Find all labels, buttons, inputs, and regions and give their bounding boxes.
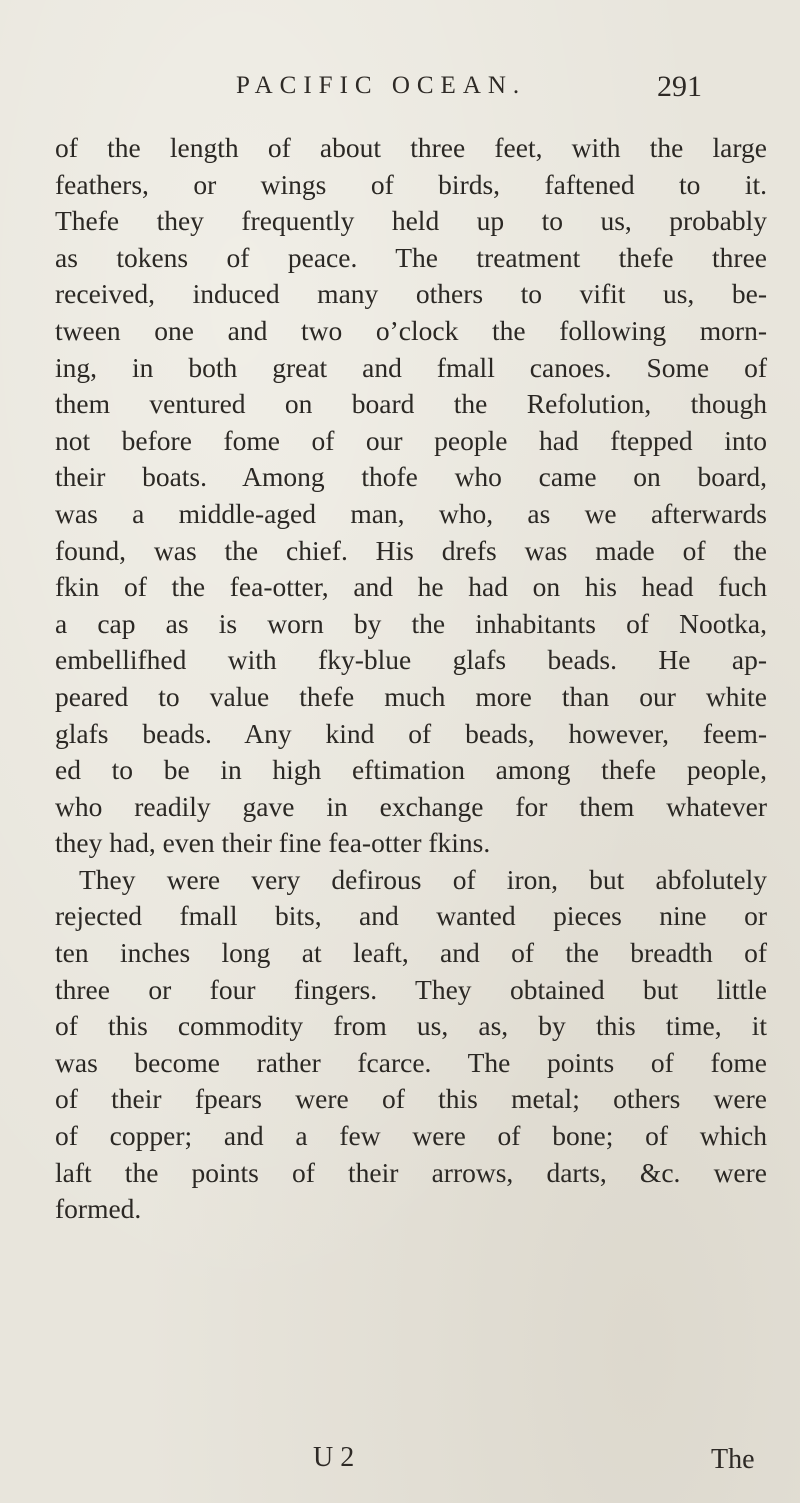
text-line: who readily gave in exchange for them whatever <box>55 790 767 822</box>
text-line: tween one and two o’clock the following morn- <box>55 314 767 346</box>
text-line: was a middle-aged man, who, as we afterwards <box>55 497 767 529</box>
text-line: They were very defirous of iron, but abfolutely <box>79 863 767 895</box>
text-line: feathers, or wings of birds, faftened to it. <box>55 168 767 200</box>
text-line: laft the points of their arrows, darts, &c. were <box>55 1156 767 1188</box>
page-header <box>0 72 800 112</box>
text-line: ed to be in high eftimation among thefe people, <box>55 754 767 786</box>
text-line: as tokens of peace. The treatment thefe three <box>55 241 767 273</box>
text-line: ing, in both great and fmall canoes. Some of <box>55 351 767 383</box>
signature-mark: U 2 <box>313 1442 355 1473</box>
text-line: their boats. Among thofe who came on board, <box>55 461 767 493</box>
text-line: embellifhed with fky-blue glafs beads. He ap- <box>55 644 767 676</box>
text-line: not before fome of our people had ftepped into <box>55 424 767 456</box>
text-line: was become rather fcarce. The points of fome <box>55 1046 767 1078</box>
text-line: fkin of the fea-otter, and he had on his head fuch <box>55 571 767 603</box>
text-line: Thefe they frequently held up to us, probably <box>55 205 767 237</box>
text-line: peared to value thefe much more than our white <box>55 680 767 712</box>
text-line: a cap as is worn by the inhabitants of Nootka, <box>55 607 767 639</box>
text-line: rejected fmall bits, and wanted pieces nine or <box>55 900 767 932</box>
text-line: glafs beads. Any kind of beads, however, feem- <box>55 717 767 749</box>
catchword: The <box>711 1444 755 1475</box>
text-line: of the length of about three feet, with the large <box>55 132 767 163</box>
text-line: ten inches long at leaft, and of the breadth of <box>55 937 767 969</box>
page-number: 291 <box>657 70 702 103</box>
page-footer <box>0 1442 800 1482</box>
text-line: found, was the chief. His drefs was made of the <box>55 534 767 566</box>
body-text <box>55 130 767 1228</box>
text-line: they had, even their fine fea-otter fkins. <box>55 827 491 859</box>
text-line: them ventured on board the Refolution, though <box>55 388 767 420</box>
text-line: of their fpears were of this metal; others were <box>55 1083 767 1115</box>
text-line: formed. <box>55 1193 142 1225</box>
text-line: received, induced many others to vifit us, be- <box>55 278 767 310</box>
text-line: of this commodity from us, as, by this time, it <box>55 1010 767 1042</box>
running-head: PACIFIC OCEAN. <box>236 72 527 99</box>
text-line: three or four fingers. They obtained but little <box>55 973 767 1005</box>
text-line: of copper; and a few were of bone; of which <box>55 1120 767 1152</box>
